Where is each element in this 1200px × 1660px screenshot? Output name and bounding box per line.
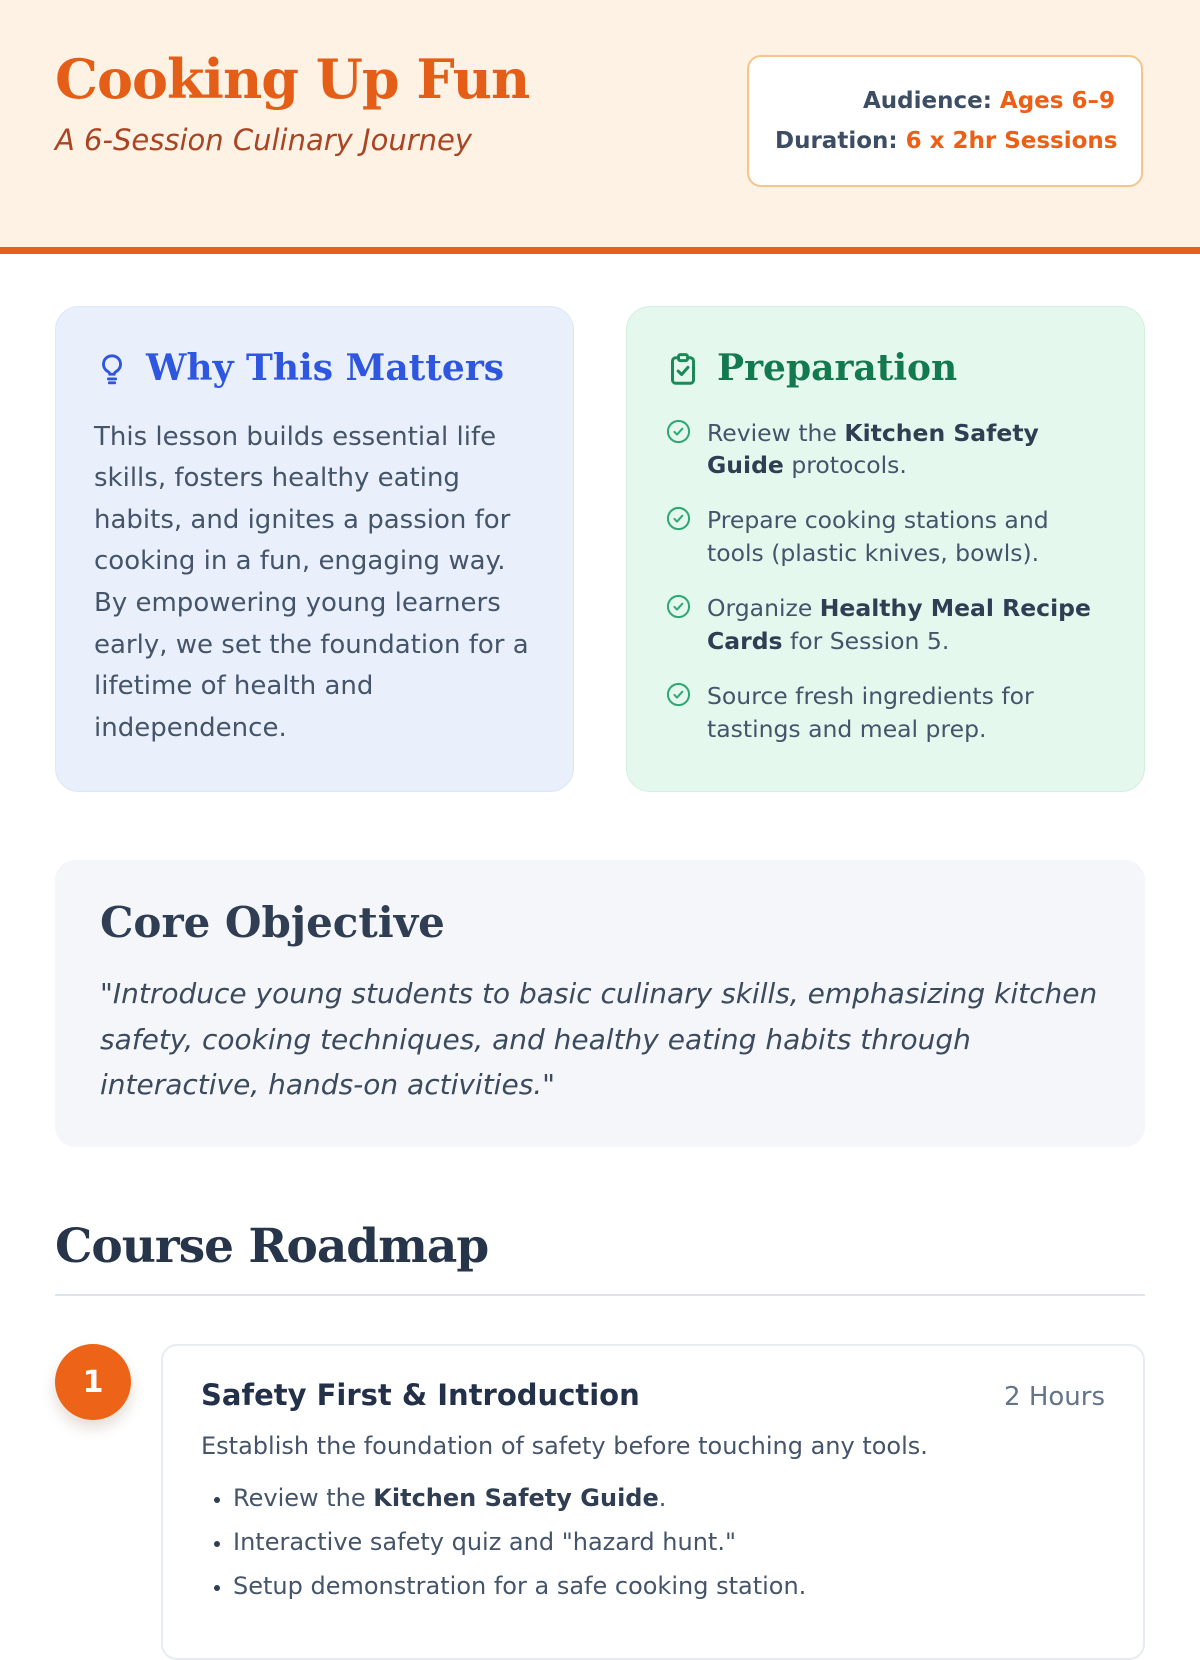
session-card — [161, 1344, 1145, 1660]
session-bullet-list — [201, 1484, 1105, 1600]
preparation-item — [665, 504, 1106, 569]
session-bullet: • Review the Kitchen Safety Guide. — [233, 1484, 1105, 1512]
audience-line — [775, 81, 1115, 121]
why-this-matters-card — [55, 306, 574, 792]
prep-card-title-row — [665, 349, 1106, 389]
audience-value: Ages 6–9 — [999, 88, 1115, 114]
lightbulb-icon — [94, 351, 130, 387]
page-title: Cooking Up Fun — [55, 47, 530, 111]
session-bullet: • Setup demonstration for a safe cooking station. — [233, 1572, 1105, 1600]
page-header — [0, 0, 1200, 254]
why-card-title-row — [94, 349, 535, 389]
clipboard-check-icon — [665, 351, 701, 387]
duration-label: Duration: — [775, 128, 898, 154]
circle-check-icon — [665, 593, 692, 657]
session-description: Establish the foundation of safety before touching any tools. — [201, 1432, 928, 1461]
sessions-list — [55, 1344, 1145, 1660]
preparation-card — [626, 306, 1145, 792]
core-objective-card — [55, 860, 1145, 1147]
preparation-item-text: Review the Kitchen Safety Guide protocols. — [707, 418, 1039, 480]
preparation-item — [665, 592, 1106, 657]
session-duration: 2 Hours — [1004, 1382, 1105, 1413]
preparation-item-text: Source fresh ingredients for tastings and meal prep. — [707, 682, 1034, 743]
prep-card-title: Preparation — [717, 347, 958, 389]
audience-label: Audience: — [862, 88, 992, 114]
why-card-body: This lesson builds essential life skills, fosters healthy eating habits, and ignites a passion for cooking in a fun, engaging way. By empowering young learners early, we set the foundation for a lifetime of health and independence. — [94, 421, 529, 743]
session-bullet: • Interactive safety quiz and "hazard hunt." — [233, 1528, 1105, 1556]
main-content — [0, 306, 1200, 1660]
preparation-item-text: Prepare cooking stations and tools (plastic knives, bowls). — [707, 506, 1049, 567]
course-roadmap-heading: Course Roadmap — [55, 1219, 489, 1275]
preparation-item — [665, 680, 1106, 745]
duration-value: 6 x 2hr Sessions — [905, 128, 1118, 154]
duration-line — [775, 121, 1118, 161]
session-row — [55, 1344, 1145, 1660]
session-card-header — [201, 1378, 1105, 1412]
why-card-title: Why This Matters — [146, 347, 505, 389]
circle-check-icon — [665, 681, 692, 745]
roadmap-divider — [55, 1294, 1145, 1296]
circle-check-icon — [665, 418, 692, 482]
core-objective-quote: "Introduce young students to basic culinary skills, emphasizing kitchen safety, cooking techniques, and healthy eating habits through interactive, hands-on activities." — [100, 977, 1098, 1102]
page-subtitle: A 6-Session Culinary Journey — [55, 123, 473, 158]
preparation-item-text: Organize Healthy Meal Recipe Cards for Session 5. — [707, 594, 1091, 655]
info-cards-row — [55, 306, 1145, 792]
preparation-list — [665, 417, 1106, 745]
circle-check-icon — [665, 505, 692, 569]
core-objective-title: Core Objective — [100, 898, 445, 948]
session-number-badge: 1 — [55, 1344, 131, 1420]
audience-duration-badge — [747, 55, 1143, 187]
session-title: Safety First & Introduction — [201, 1378, 640, 1413]
preparation-item — [665, 417, 1106, 482]
